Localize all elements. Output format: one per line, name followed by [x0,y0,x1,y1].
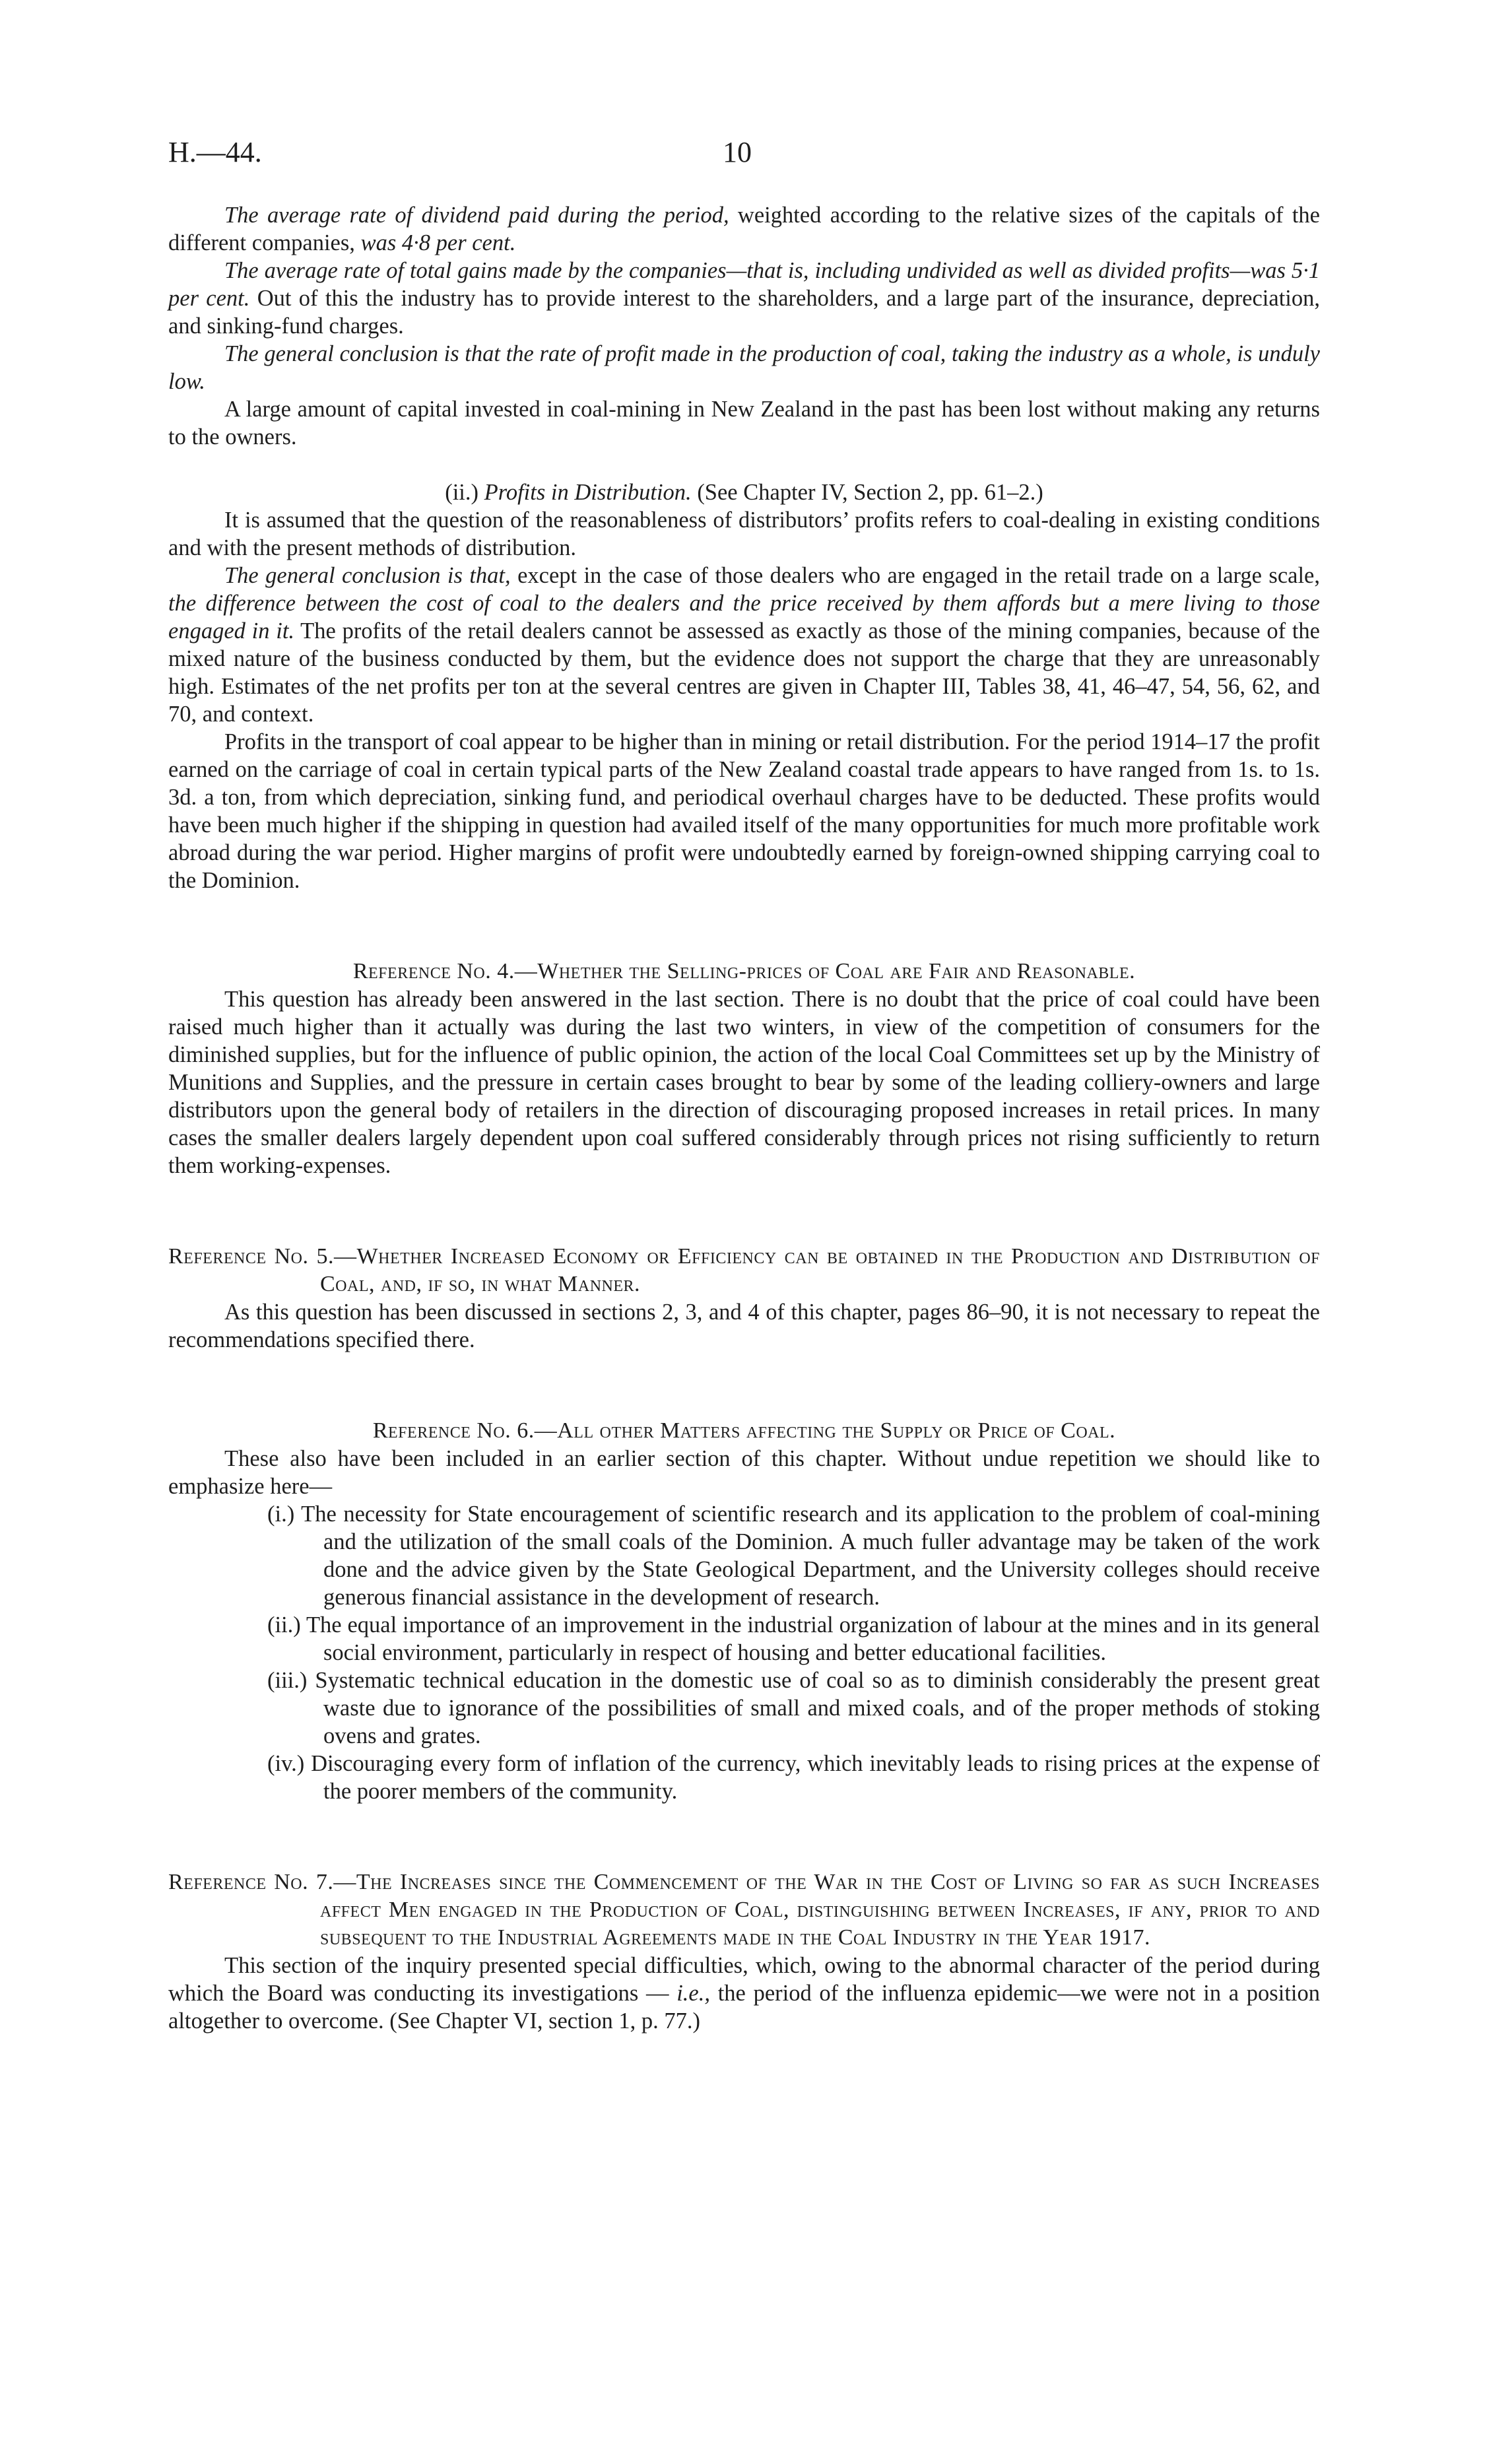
paragraph: This question has already been answered in the last section. There is no doubt that the price of coal could have been raised much higher than it actually was during the last two winters, in view of the competition of consumers for the diminished supplies, but for the influence of public opinion, the action of the local Coal Committees set up by the Ministry of Munitions and Supplies, and the pressure in certain cases brought to bear by some of the leading colliery-owners and large distributors upon the general body of retailers in the direction of discouraging proposed increases in retail prices. In many cases the smaller dealers largely dependent upon coal suffered considerably through prices not rising sufficiently to return them working-expenses. [168,987,1320,1178]
emphasis-text: was 4·8 per cent. [360,230,516,255]
paragraph [168,201,1320,257]
paragraph: These also have been included in an earlier section of this chapter. Without undue repetition we should like to emphasize here— [168,1446,1320,1499]
emphasis-text: the difference between the cost of coal to the dealers and the price received by them affords but a mere living to those engaged in it. [168,591,1320,644]
emphasis-text: The average rate of dividend paid during the period, [224,203,729,228]
section-reference-4 [168,958,1320,1179]
paragraph [168,257,1320,340]
paragraph [168,562,1320,728]
reference-heading: Reference No. 5.—Whether Increased Economy or Efficiency can be obtained in the Production and Distribution of Coal, and, if so, in what Manner. [168,1244,1320,1296]
emphasis-text: i.e., [676,1981,710,2006]
emphasis-text: The general conclusion is that the rate of profit made in the production of coal, taking the industry as a whole, is unduly low. [168,341,1320,394]
section-reference-7 [168,1869,1320,2035]
paragraph [168,340,1320,395]
page-header [168,135,1320,175]
body-text: the period of the influenza epidemic—we were not in a position altogether to overcome. (See Chapter VI, section 1, p. 77.) [168,1981,1320,2034]
body-text: except in the case of those dealers who are engaged in the retail trade on a large scale, [510,563,1320,588]
body-text: weighted according to the relative sizes of the capitals of the different companies, [168,203,1320,255]
reference-heading: Reference No. 4.—Whether the Selling-prices of Coal are Fair and Reasonable. [352,959,1136,983]
emphasis-text: The general conclusion is that, [224,563,511,588]
body-text: This section of the inquiry presented special difficulties, which, owing to the abnormal character of the period during which the Board was conducting its investigations — [168,1953,1320,2006]
subheading-number: (ii.) [445,480,484,505]
paragraph: A large amount of capital invested in coal-mining in New Zealand in the past has been lost without making any returns to the owners. [168,397,1320,449]
body-text: Out of this the industry has to provide interest to the shareholders, and a large part of the insurance, depreciation, and sinking-fund charges. [168,286,1320,339]
emphasis-text: The average rate of total gains made by the companies—that is, including undivided as well as divided profits—was 5·1 per cent. [168,258,1320,311]
section-reference-5 [168,1243,1320,1354]
page-number: 10 [723,136,752,168]
paragraph: As this question has been discussed in sections 2, 3, and 4 of this chapter, pages 86–90, it is not necessary to repeat the recommendations specified there. [168,1300,1320,1352]
section-reference-6 [168,1417,1320,1805]
paragraph: Profits in the transport of coal appear to be higher than in mining or retail distribution. For the period 1914–17 the profit earned on the carriage of coal in certain typical parts of the New Zealand coastal trade appears to have ranged from 1s. to 1s. 3d. a ton, from which depreciation, sinking fund, and periodical overhaul charges have to be deducted. These profits would have been much higher if the shipping in question had availed itself of the many opportunities for much more profitable work abroad during the war period. Higher margins of profit were undoubtedly earned by foreign-owned shipping carrying coal to the Dominion. [168,729,1320,893]
reference-heading: Reference No. 7.—The Increases since the Commencement of the War in the Cost of Living so far as such Increases affect Men engaged in the Production of Coal, distinguishing between Increases, if any, prior to and subsequent to the Industrial Agreements made in the Coal Industry in the Year 1917. [168,1870,1320,1950]
list-item: (i.) The necessity for State encouragement of scientific research and its application to the problem of coal-mining and the utilization of the small coals of the Dominion. A much fuller advantage may be taken of the work done and the advice given by the State Geological Department, and the University colleges should receive generous financial assistance in the development of research. [267,1502,1320,1610]
list-item: (iv.) Discouraging every form of inflation of the currency, which inevitably leads to rising prices at the expense of the poorer members of the community. [267,1751,1320,1804]
subheading-reference: (See Chapter IV, Section 2, pp. 61–2.) [691,480,1043,505]
subheading-title: Profits in Distribution. [484,480,692,505]
section-profits-distribution [168,479,1320,894]
document-body [168,201,1320,2035]
recommendation-list [267,1500,1320,1805]
document-reference: H.—44. [168,136,262,168]
body-text: The profits of the retail dealers cannot be assessed as exactly as those of the mining companies, because of the mixed nature of the business conducted by them, but the evidence does not support the charge that they are unreasonably high. Estimates of the net profits per ton at the several centres are given in Chapter III, Tables 38, 41, 46–47, 54, 56, 62, and 70, and context. [168,618,1320,727]
section-subheading [168,479,1320,506]
list-item: (ii.) The equal importance of an improvement in the industrial organization of labour at the mines and in its general social environment, particularly in respect of housing and better educational facilities. [267,1612,1320,1665]
reference-heading: Reference No. 6.—All other Matters affecting the Supply or Price of Coal. [372,1418,1116,1443]
paragraph [168,1952,1320,2035]
section-profits-mining [168,201,1320,451]
paragraph: It is assumed that the question of the reasonableness of distributors’ profits refers to coal-dealing in existing conditions and with the present methods of distribution. [168,508,1320,560]
list-item: (iii.) Systematic technical education in the domestic use of coal so as to diminish considerably the present great waste due to ignorance of the possibilities of small and mixed coals, and of the proper methods of stoking ovens and grates. [267,1668,1320,1748]
